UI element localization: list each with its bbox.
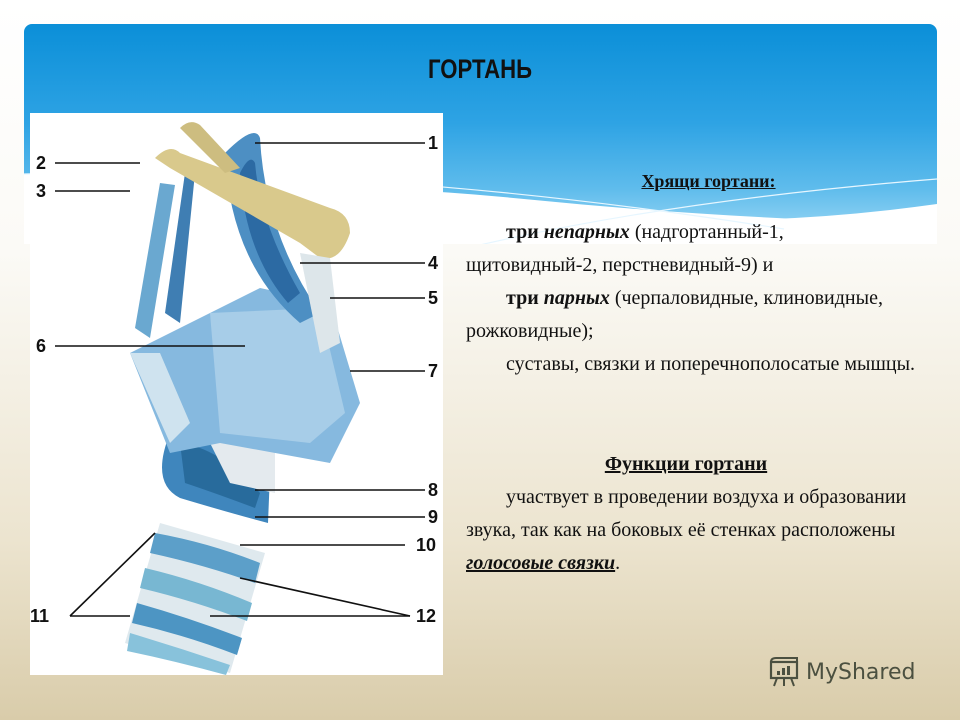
watermark-logo	[768, 657, 915, 687]
watermark-text: MyShared	[806, 659, 916, 685]
joints-ligaments-muscles: суставы, связки и поперечнополосатые мышцы.	[506, 353, 916, 375]
label-12: 12	[416, 606, 437, 626]
label-11: 11	[30, 606, 50, 626]
cartilages-unpaired	[466, 216, 916, 282]
functions-heading: Функции гортани	[604, 453, 768, 475]
label-1: 1	[428, 133, 439, 153]
text-bold: три	[506, 287, 544, 309]
text-regular: участвует в проведении воздуха и образовании звука, так как на боковых её стенках расположены	[466, 486, 907, 541]
larynx-illustration	[30, 113, 443, 675]
text-regular: (надгортанный-1, щитовидный-2, перстневидный-9) и	[466, 221, 784, 276]
presentation-board-icon	[768, 657, 800, 687]
label-2: 2	[36, 153, 47, 173]
text-bold-italic: непарных	[543, 221, 630, 243]
functions-text	[466, 481, 916, 580]
label-9: 9	[428, 507, 439, 527]
label-3: 3	[36, 181, 47, 201]
label-10: 10	[416, 535, 437, 555]
label-6: 6	[36, 336, 47, 356]
vocal-cords-emphasis: голосовые связки	[466, 552, 616, 574]
functions-section	[466, 448, 916, 580]
label-8: 8	[428, 480, 439, 500]
text-regular: (черпаловидные, клиновидные, рожковидные);	[466, 287, 883, 342]
cartilages-section	[466, 165, 916, 381]
text-bold-italic: парных	[543, 287, 610, 309]
label-7: 7	[428, 361, 439, 381]
text-bold: три	[506, 221, 544, 243]
label-4: 4	[428, 253, 439, 273]
cartilages-heading: Хрящи гортани:	[641, 171, 776, 191]
slide-title: ГОРТАНЬ	[428, 54, 532, 84]
cartilages-paired	[466, 282, 916, 348]
text-end: .	[615, 552, 621, 574]
label-5: 5	[428, 288, 439, 308]
